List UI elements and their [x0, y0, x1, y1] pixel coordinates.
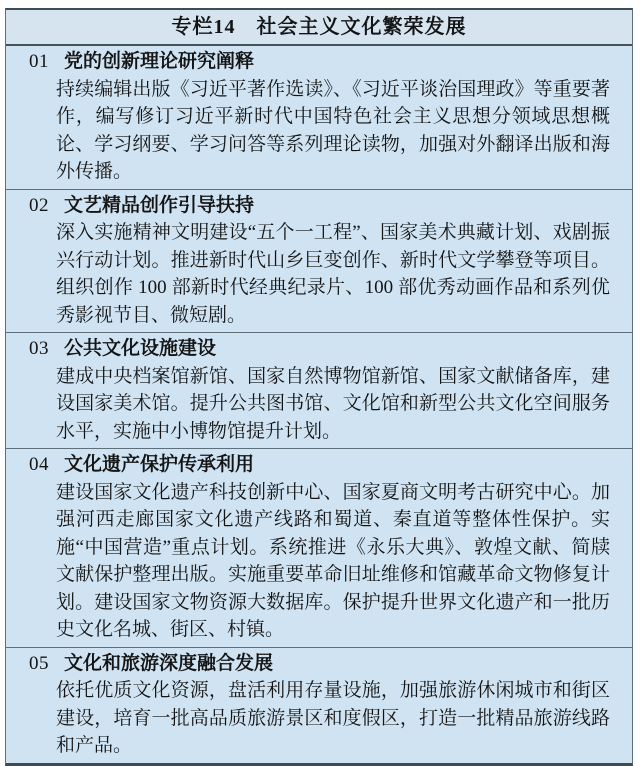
- section-04: [6, 449, 632, 648]
- section-04-heading: [29, 451, 610, 479]
- section-03-number: 03: [29, 338, 49, 359]
- section-05: [6, 648, 632, 763]
- section-02: [6, 190, 632, 334]
- section-03-body: 建成中央档案馆新馆、国家自然博物馆新馆、国家文献储备库，建设国家美术馆。提升公共图书馆、文化馆和新型公共文化空间服务水平，实施中小博物馆提升计划。: [56, 365, 610, 442]
- section-05-body: 依托优质文化资源，盘活利用存量设施，加强旅游休闲城市和街区建设，培育一批高品质旅游景区和度假区，打造一批精品旅游线路和产品。: [56, 680, 610, 756]
- section-03-heading: [29, 335, 610, 363]
- section-05-title: 文化和旅游深度融合发展: [64, 652, 274, 674]
- section-02-title: 文艺精品创作引导扶持: [64, 194, 255, 216]
- section-02-heading: [29, 192, 610, 220]
- section-01-title: 党的创新理论研究阐释: [64, 51, 255, 72]
- section-01-heading: [29, 48, 610, 76]
- section-02-body: 深入实施精神文明建设“五个一工程”、国家美术典藏计划、戏剧振兴行动计划。推进新时代山乡巨变创作、新时代文学攀登等项目。组织创作 100 部新时代经典纪录片、100 部优秀动画作品和系列优秀影视节目、微短剧。: [56, 222, 610, 326]
- section-04-title: 文化遗产保护传承利用: [64, 454, 255, 475]
- section-03-title: 公共文化设施建设: [64, 338, 217, 359]
- column-14-panel: [5, 8, 633, 766]
- section-01-number: 01: [29, 51, 49, 72]
- section-03: [6, 333, 632, 449]
- section-02-number: 02: [29, 194, 49, 216]
- section-01-body: 持续编辑出版《习近平著作选读》、《习近平谈治国理政》等重要著作，编写修订习近平新时代中国特色社会主义思想分领域思想概论、学习纲要、学习问答等系列理论读物，加强对外翻译出版和海外传播。: [56, 78, 610, 182]
- section-05-heading: [29, 650, 610, 678]
- section-04-number: 04: [29, 454, 49, 475]
- section-04-body: 建设国家文化遗产科技创新中心、国家夏商文明考古研究中心。加强河西走廊国家文化遗产线路和蜀道、秦直道等整体性保护。实施“中国营造”重点计划。系统推进《永乐大典》、敦煌文献、简牍文献保护整理出版。实施重要革命旧址维修和馆藏革命文物修复计划。建设国家文物资源大数据库。保护提升世界文化遗产和一批历史文化名城、街区、村镇。: [56, 481, 610, 640]
- section-05-number: 05: [29, 652, 49, 674]
- panel-title: 专栏14 社会主义文化繁荣发展: [6, 10, 632, 46]
- section-01: [6, 46, 632, 190]
